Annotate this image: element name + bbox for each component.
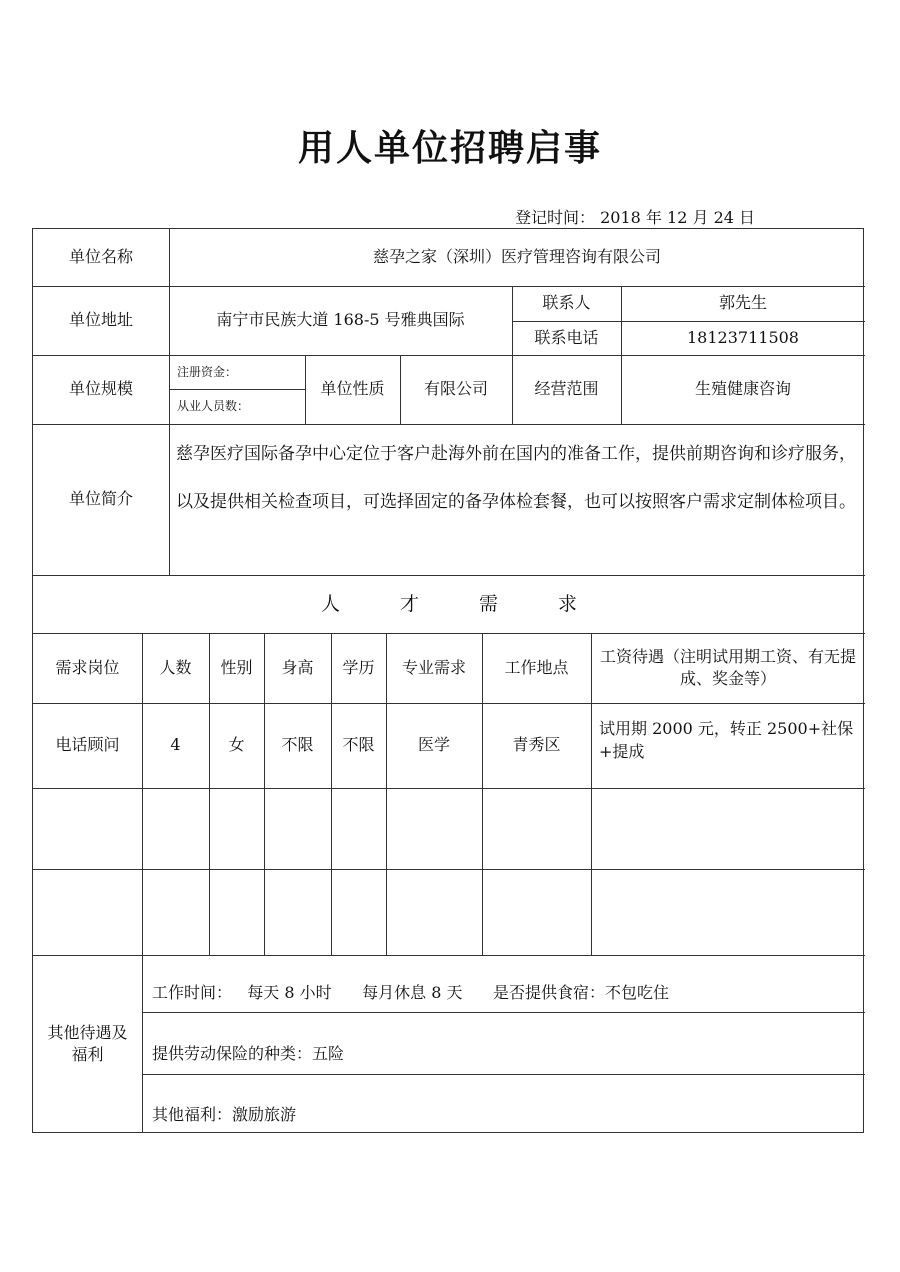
header-count: 人数	[159, 657, 192, 677]
board-value: 不包吃住	[605, 983, 670, 1003]
company-name: 慈孕之家（深圳）医疗管理咨询有限公司	[372, 247, 661, 267]
registration-year: 2018	[600, 208, 641, 227]
work-time-label: 工作时间：	[152, 983, 233, 1003]
insurance-label: 提供劳动保险的种类：	[152, 1043, 313, 1063]
business-scope: 生殖健康咨询	[694, 379, 791, 399]
registration-day: 24	[713, 208, 734, 227]
header-salary: 工资待遇（注明试用期工资、有无提成、奖金等）	[599, 646, 856, 688]
work-time-line	[152, 975, 852, 1012]
insurance-value: 五险	[312, 1043, 345, 1063]
page-title: 用人单位招聘启事	[297, 128, 602, 169]
company-name-label: 单位名称	[68, 247, 133, 267]
row-education: 不限	[342, 735, 375, 755]
header-major: 专业需求	[401, 657, 466, 677]
company-intro-label: 单位简介	[68, 489, 133, 509]
header-gender: 性别	[220, 657, 253, 677]
other-benefits-label: 其他福利：	[152, 1104, 233, 1124]
row-major: 医学	[417, 735, 450, 755]
header-location: 工作地点	[504, 657, 569, 677]
company-intro: 慈孕医疗国际备孕中心定位于客户赴海外前在国内的准备工作，提供前期咨询和诊疗服务，以及提供相关检查项目，可选择固定的备孕体检套餐，也可以按照客户需求定制体检项目。	[176, 444, 856, 512]
benefits-label: 其他待遇及福利	[47, 1022, 128, 1064]
rest-days: 每月休息 8 天	[362, 983, 463, 1003]
registration-month: 12	[667, 208, 688, 227]
recruitment-form	[32, 228, 864, 1133]
row-count: 4	[170, 735, 181, 755]
row-position: 电话顾问	[55, 735, 120, 755]
insurance-line	[152, 1034, 852, 1074]
company-address-label: 单位地址	[68, 310, 133, 330]
contact-name: 郭先生	[718, 293, 767, 313]
registration-label: 登记时间：	[515, 208, 596, 227]
registration-month-unit: 月	[692, 208, 709, 227]
registered-capital-label: 注册资金：	[177, 364, 238, 379]
header-height: 身高	[281, 657, 314, 677]
company-address: 南宁市民族大道 168-5 号雅典国际	[216, 310, 465, 330]
company-scale-label: 单位规模	[68, 379, 133, 399]
work-time: 每天 8 小时	[247, 983, 332, 1003]
phone-label: 联系电话	[534, 327, 599, 347]
employees-label: 从业人员数：	[177, 399, 250, 414]
business-scope-label: 经营范围	[534, 379, 599, 399]
talent-heading: 人才需求	[320, 592, 637, 615]
contact-label: 联系人	[542, 293, 591, 313]
registration-year-unit: 年	[645, 208, 662, 227]
row-gender: 女	[228, 735, 245, 755]
other-benefits-value: 激励旅游	[232, 1104, 297, 1124]
phone-number: 18123711508	[687, 327, 799, 347]
company-nature-label: 单位性质	[320, 379, 385, 399]
row-location: 青秀区	[512, 735, 561, 755]
board-label: 是否提供食宿：	[493, 983, 606, 1003]
header-education: 学历	[342, 657, 375, 677]
row-height: 不限	[281, 735, 314, 755]
registration-date	[515, 205, 755, 228]
company-nature: 有限公司	[423, 379, 488, 399]
other-benefits-line	[152, 1095, 852, 1135]
row-salary: 试用期 2000 元，转正 2500+社保+提成	[599, 719, 854, 761]
registration-day-unit: 日	[739, 208, 756, 227]
header-position: 需求岗位	[55, 657, 120, 677]
